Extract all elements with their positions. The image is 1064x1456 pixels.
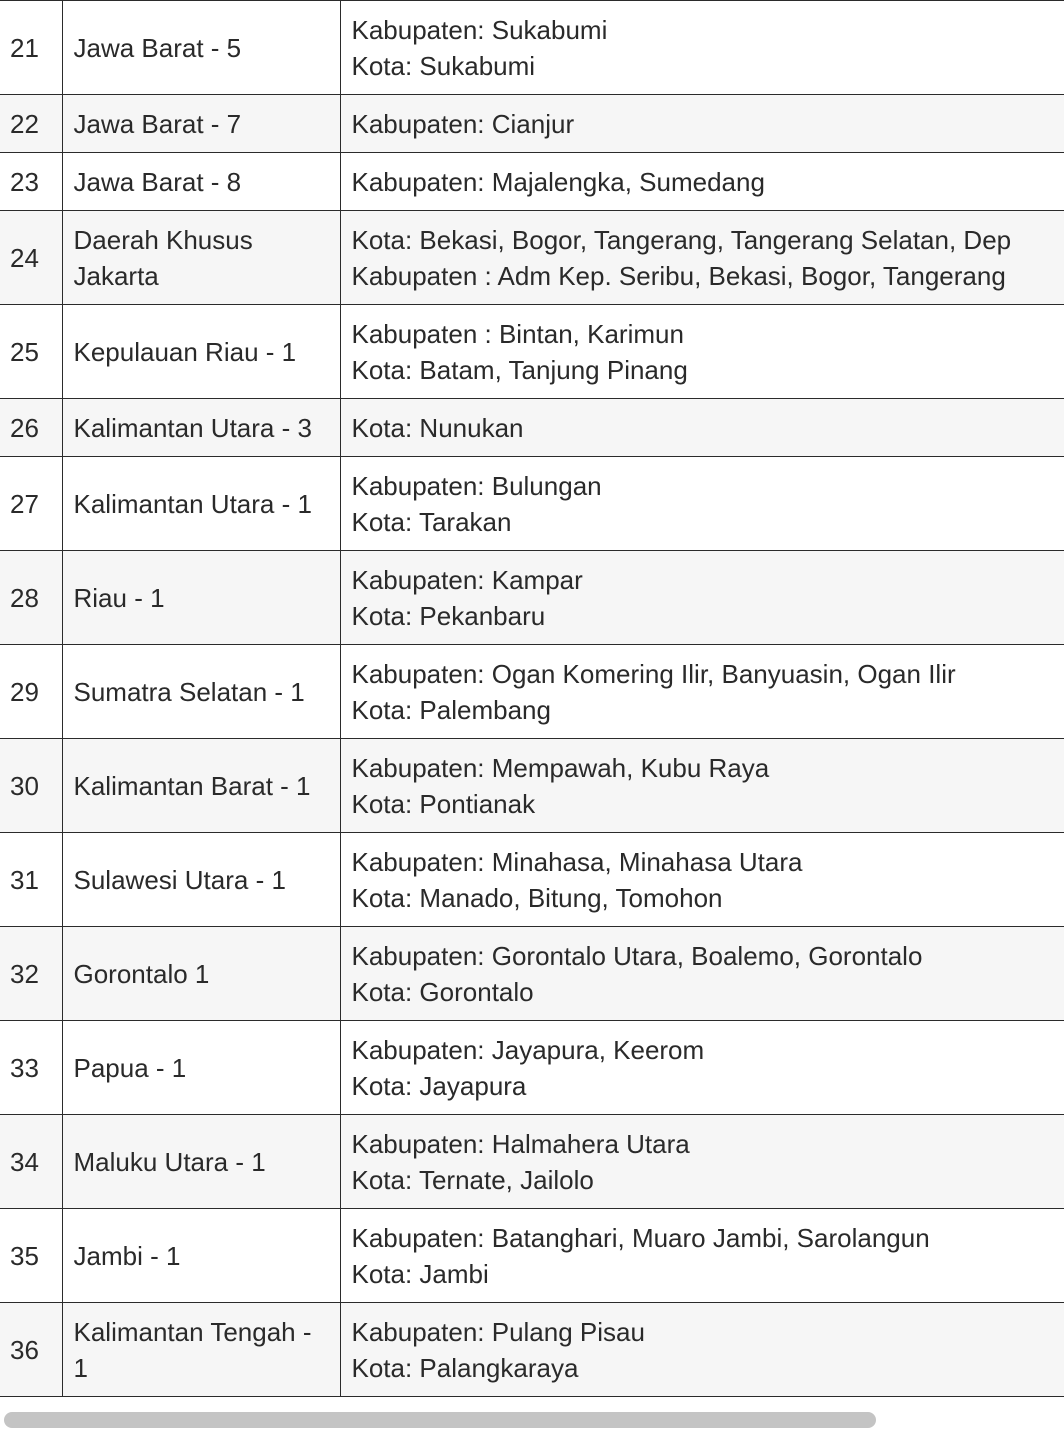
province-cell: Daerah Khusus Jakarta [62, 211, 340, 305]
table-row [0, 927, 1064, 1021]
province-cell: Sulawesi Utara - 1 [62, 833, 340, 927]
province-cell: Papua - 1 [62, 1021, 340, 1115]
region-cell [340, 1021, 1064, 1115]
table-row [0, 1, 1064, 95]
region-line: Kabupaten: Ogan Komering Ilir, Banyuasin, Ogan Ilir [351, 658, 956, 689]
region-line: Kota: Manado, Bitung, Tomohon [351, 882, 723, 913]
region-cell [340, 399, 1064, 457]
table-row [0, 739, 1064, 833]
region-cell [340, 153, 1064, 211]
table-row [0, 305, 1064, 399]
row-number-cell: 36 [0, 1303, 62, 1397]
region-line: Kota: Jayapura [351, 1070, 527, 1101]
region-line: Kota: Batam, Tanjung Pinang [351, 354, 688, 385]
province-cell: Jawa Barat - 5 [62, 1, 340, 95]
region-line: Kabupaten: Cianjur [351, 108, 575, 139]
row-number-cell: 21 [0, 1, 62, 95]
province-cell: Kalimantan Tengah - 1 [62, 1303, 340, 1397]
region-line: Kota: Bekasi, Bogor, Tangerang, Tangerang Selatan, Dep [351, 224, 1012, 255]
region-line: Kabupaten: Pulang Pisau [351, 1316, 645, 1347]
region-line: Kota: Sukabumi [351, 50, 536, 81]
region-line: Kabupaten : Adm Kep. Seribu, Bekasi, Bogor, Tangerang [351, 260, 1006, 291]
row-number-cell: 35 [0, 1209, 62, 1303]
region-line: Kabupaten: Jayapura, Keerom [351, 1034, 705, 1065]
table-row [0, 1209, 1064, 1303]
province-cell: Maluku Utara - 1 [62, 1115, 340, 1209]
region-line: Kabupaten: Majalengka, Sumedang [351, 166, 765, 197]
table-row [0, 1021, 1064, 1115]
province-cell: Jawa Barat - 8 [62, 153, 340, 211]
region-cell [340, 1, 1064, 95]
province-cell: Jawa Barat - 7 [62, 95, 340, 153]
region-line: Kabupaten: Mempawah, Kubu Raya [351, 752, 770, 783]
region-line: Kota: Ternate, Jailolo [351, 1164, 594, 1195]
table-row [0, 645, 1064, 739]
province-cell: Riau - 1 [62, 551, 340, 645]
province-cell: Jambi - 1 [62, 1209, 340, 1303]
province-cell: Kalimantan Barat - 1 [62, 739, 340, 833]
table-row [0, 153, 1064, 211]
row-number-cell: 33 [0, 1021, 62, 1115]
region-cell [340, 739, 1064, 833]
region-cell [340, 1303, 1064, 1397]
table-row [0, 95, 1064, 153]
region-cell [340, 833, 1064, 927]
row-number-cell: 22 [0, 95, 62, 153]
region-cell [340, 645, 1064, 739]
region-line: Kabupaten : Bintan, Karimun [351, 318, 684, 349]
row-number-cell: 27 [0, 457, 62, 551]
region-line: Kota: Palembang [351, 694, 551, 725]
region-cell [340, 457, 1064, 551]
row-number-cell: 25 [0, 305, 62, 399]
table-row [0, 1303, 1064, 1397]
region-line: Kabupaten: Sukabumi [351, 14, 608, 45]
province-cell: Kalimantan Utara - 1 [62, 457, 340, 551]
region-cell [340, 1115, 1064, 1209]
region-cell [340, 95, 1064, 153]
region-line: Kabupaten: Minahasa, Minahasa Utara [351, 846, 803, 877]
table-row [0, 399, 1064, 457]
row-number-cell: 34 [0, 1115, 62, 1209]
province-cell: Kepulauan Riau - 1 [62, 305, 340, 399]
region-cell [340, 305, 1064, 399]
region-line: Kabupaten: Halmahera Utara [351, 1128, 690, 1159]
region-cell [340, 551, 1064, 645]
row-number-cell: 32 [0, 927, 62, 1021]
region-line: Kota: Gorontalo [351, 976, 534, 1007]
region-cell [340, 927, 1064, 1021]
table-row [0, 211, 1064, 305]
row-number-cell: 23 [0, 153, 62, 211]
region-line: Kota: Pekanbaru [351, 600, 546, 631]
region-line: Kota: Tarakan [351, 506, 512, 537]
region-line: Kabupaten: Batanghari, Muaro Jambi, Sarolangun [351, 1222, 930, 1253]
region-line: Kabupaten: Bulungan [351, 470, 602, 501]
row-number-cell: 28 [0, 551, 62, 645]
province-cell: Sumatra Selatan - 1 [62, 645, 340, 739]
row-number-cell: 30 [0, 739, 62, 833]
table-row [0, 551, 1064, 645]
region-cell [340, 211, 1064, 305]
table-row [0, 833, 1064, 927]
region-line: Kota: Palangkaraya [351, 1352, 579, 1383]
province-cell: Kalimantan Utara - 3 [62, 399, 340, 457]
region-line: Kabupaten: Gorontalo Utara, Boalemo, Gorontalo [351, 940, 923, 971]
horizontal-scrollbar-thumb[interactable] [4, 1412, 876, 1428]
table-body [0, 1, 1064, 1397]
province-cell: Gorontalo 1 [62, 927, 340, 1021]
table-row [0, 457, 1064, 551]
region-line: Kota: Jambi [351, 1258, 489, 1289]
row-number-cell: 31 [0, 833, 62, 927]
region-line: Kota: Nunukan [351, 412, 524, 443]
region-line: Kabupaten: Kampar [351, 564, 583, 595]
table-row [0, 1115, 1064, 1209]
region-cell [340, 1209, 1064, 1303]
row-number-cell: 24 [0, 211, 62, 305]
row-number-cell: 26 [0, 399, 62, 457]
row-number-cell: 29 [0, 645, 62, 739]
region-line: Kota: Pontianak [351, 788, 536, 819]
